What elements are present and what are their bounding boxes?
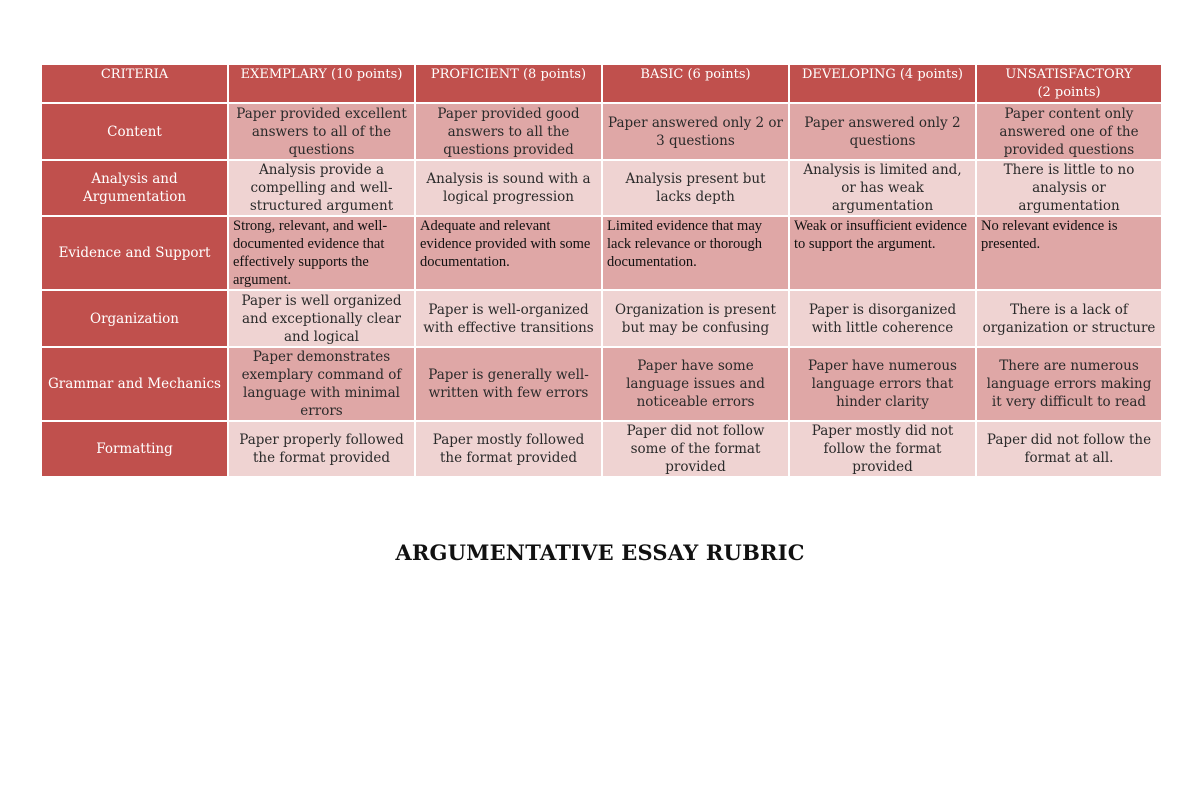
cell-organization-developing: Paper is disorganized with little coherence (789, 290, 976, 347)
criterion-grammar: Grammar and Mechanics (41, 347, 228, 421)
cell-organization-basic: Organization is present but may be confusing (602, 290, 789, 347)
cell-analysis-developing: Analysis is limited and, or has weak argumentation (789, 160, 976, 216)
cell-grammar-basic: Paper have some language issues and noticeable errors (602, 347, 789, 421)
cell-content-exemplary: Paper provided excellent answers to all of the questions (228, 103, 415, 160)
cell-analysis-proficient: Analysis is sound with a logical progression (415, 160, 602, 216)
cell-evidence-exemplary: Strong, relevant, and well-documented evidence that effectively supports the argument. (228, 216, 415, 290)
rubric-row-content (41, 103, 1162, 160)
header-proficient: PROFICIENT (8 points) (415, 64, 602, 103)
cell-formatting-unsatisfactory: Paper did not follow the format at all. (976, 421, 1162, 477)
cell-grammar-developing: Paper have numerous language errors that hinder clarity (789, 347, 976, 421)
cell-content-unsatisfactory: Paper content only answered one of the provided questions (976, 103, 1162, 160)
cell-grammar-proficient: Paper is generally well-written with few errors (415, 347, 602, 421)
cell-grammar-exemplary: Paper demonstrates exemplary command of language with minimal errors (228, 347, 415, 421)
header-developing: DEVELOPING (4 points) (789, 64, 976, 103)
cell-evidence-proficient: Adequate and relevant evidence provided with some documentation. (415, 216, 602, 290)
cell-analysis-basic: Analysis present but lacks depth (602, 160, 789, 216)
cell-organization-unsatisfactory: There is a lack of organization or structure (976, 290, 1162, 347)
cell-evidence-unsatisfactory: No relevant evidence is presented. (976, 216, 1162, 290)
criterion-evidence: Evidence and Support (41, 216, 228, 290)
cell-analysis-unsatisfactory: There is little to no analysis or argumentation (976, 160, 1162, 216)
rubric-row-analysis (41, 160, 1162, 216)
rubric-row-organization (41, 290, 1162, 347)
cell-evidence-developing: Weak or insufficient evidence to support the argument. (789, 216, 976, 290)
criterion-analysis: Analysis and Argumentation (41, 160, 228, 216)
criterion-formatting: Formatting (41, 421, 228, 477)
document-title: ARGUMENTATIVE ESSAY RUBRIC (395, 540, 805, 565)
header-criteria: CRITERIA (41, 64, 228, 103)
rubric-row-grammar (41, 347, 1162, 421)
header-basic: BASIC (6 points) (602, 64, 789, 103)
header-unsatisfactory: UNSATISFACTORY (2 points) (976, 64, 1162, 103)
cell-content-developing: Paper answered only 2 questions (789, 103, 976, 160)
criterion-content: Content (41, 103, 228, 160)
cell-content-proficient: Paper provided good answers to all the questions provided (415, 103, 602, 160)
cell-evidence-basic: Limited evidence that may lack relevance or thorough documentation. (602, 216, 789, 290)
criterion-organization: Organization (41, 290, 228, 347)
cell-organization-proficient: Paper is well-organized with effective transitions (415, 290, 602, 347)
rubric-row-evidence (41, 216, 1162, 290)
cell-analysis-exemplary: Analysis provide a compelling and well-structured argument (228, 160, 415, 216)
rubric-table (40, 63, 1163, 478)
cell-content-basic: Paper answered only 2 or 3 questions (602, 103, 789, 160)
cell-formatting-developing: Paper mostly did not follow the format provided (789, 421, 976, 477)
rubric-row-formatting (41, 421, 1162, 477)
header-row (41, 64, 1162, 103)
cell-grammar-unsatisfactory: There are numerous language errors making it very difficult to read (976, 347, 1162, 421)
cell-formatting-proficient: Paper mostly followed the format provided (415, 421, 602, 477)
header-exemplary: EXEMPLARY (10 points) (228, 64, 415, 103)
cell-organization-exemplary: Paper is well organized and exceptionally clear and logical (228, 290, 415, 347)
cell-formatting-exemplary: Paper properly followed the format provided (228, 421, 415, 477)
cell-formatting-basic: Paper did not follow some of the format provided (602, 421, 789, 477)
